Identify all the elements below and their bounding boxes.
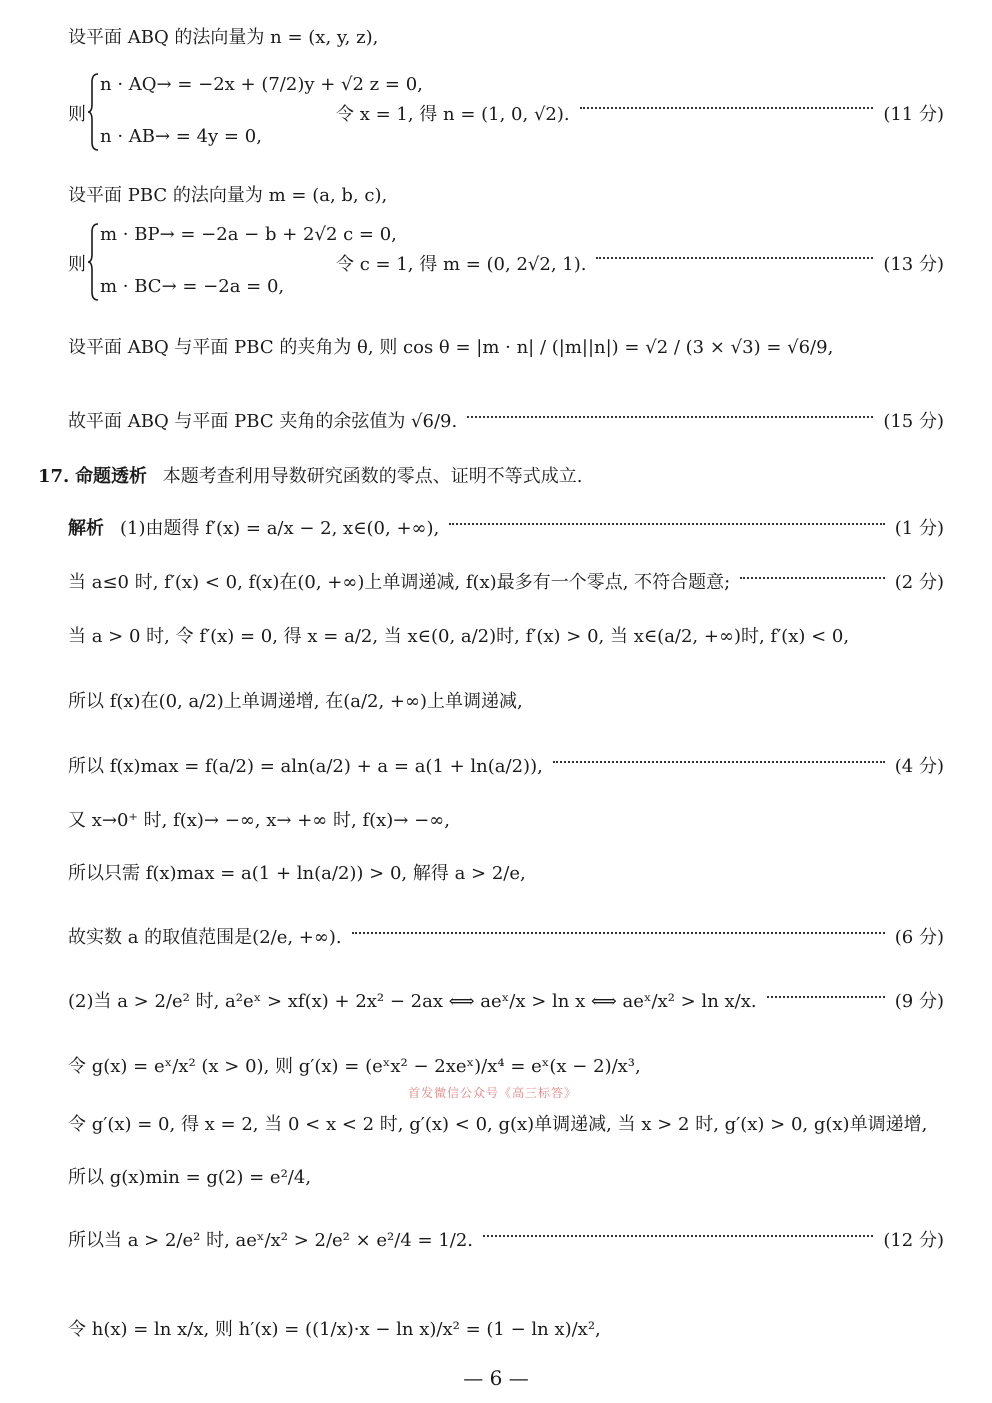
- left-brace-icon: [88, 72, 100, 152]
- line-cosine-result: [68, 410, 944, 434]
- line-define-h: 令 h(x) = ln x/x, 则 h′(x) = ((1/x)·x − ln x)/x² = (1 − ln x)/x²,: [68, 1319, 601, 1340]
- leader-dots: [580, 107, 874, 109]
- result-text: 令 x = 1, 得 n = (1, 0, √2).: [336, 104, 570, 125]
- equation-n-ab: n · AB→ = 4y = 0,: [100, 126, 262, 147]
- question-17-header: [38, 465, 944, 489]
- line-g-min: 所以 g(x)min = g(2) = e²/4,: [68, 1167, 312, 1188]
- line-body: (2)当 a > 2/e² 时, a²eˣ > xf(x) + 2x² − 2ax ⟺ aeˣ/x > ln x ⟺ aeˣ/x² > ln x/x.: [68, 991, 757, 1012]
- line-condition: 所以只需 f(x)max = a(1 + ln(a/2)) > 0, 解得 a > 2/e,: [68, 863, 526, 884]
- score-label: (12 分): [883, 1230, 944, 1251]
- equation-m-bc: m · BC→ = −2a = 0,: [100, 276, 285, 297]
- watermark: 首发微信公众号《高三标答》: [408, 1086, 578, 1100]
- line-normal-vector-pbc: 设平面 PBC 的法向量为 m = (a, b, c),: [68, 185, 388, 206]
- line-body: 当 a≤0 时, f′(x) < 0, f(x)在(0, +∞)上单调递减, f(x)最多有一个零点, 不符合题意;: [68, 572, 731, 593]
- line-limits: 又 x→0⁺ 时, f(x)→ −∞, x→ +∞ 时, f(x)→ −∞,: [68, 810, 450, 831]
- line-body: 所以当 a > 2/e² 时, aeˣ/x² > 2/e² × e²/4 = 1/2.: [68, 1230, 474, 1251]
- line-g-monotonicity: 令 g′(x) = 0, 得 x = 2, 当 0 < x < 2 时, g′(x) < 0, g(x)单调递减, 当 x > 2 时, g′(x) > 0, g(x)单调递增,: [68, 1114, 928, 1135]
- equation-system-m: [68, 222, 944, 302]
- leader-dots: [740, 577, 885, 579]
- system-result-m: [336, 250, 944, 276]
- system-result-n: [336, 100, 944, 126]
- line-cos-theta: 设平面 ABQ 与平面 PBC 的夹角为 θ, 则 cos θ = |m · n| / (|m||n|) = √2 / (3 × √3) = √6/9,: [68, 337, 834, 358]
- score-label: (15 分): [883, 411, 944, 432]
- leader-dots: [767, 996, 885, 998]
- left-brace-icon: [88, 222, 100, 302]
- line-range-of-a: [68, 926, 944, 950]
- leader-dots: [596, 257, 873, 259]
- line-derivative: [68, 517, 944, 541]
- line-max-value: [68, 755, 944, 779]
- line-part-2: [68, 990, 944, 1014]
- system-label: 则: [68, 104, 86, 125]
- score-label: (11 分): [883, 104, 944, 125]
- line-define-g: 令 g(x) = eˣ/x² (x > 0), 则 g′(x) = (eˣx² − 2xeˣ)/x⁴ = eˣ(x − 2)/x³,: [68, 1056, 641, 1077]
- line-body: [68, 517, 439, 541]
- score-label: (9 分): [894, 991, 944, 1012]
- score-label: (1 分): [894, 518, 944, 539]
- leader-dots: [553, 761, 885, 763]
- leader-dots: [467, 416, 873, 418]
- line-case-a-positive: 当 a > 0 时, 令 f′(x) = 0, 得 x = a/2, 当 x∈(0, a/2)时, f′(x) > 0, 当 x∈(a/2, +∞)时, f′(x) < 0,: [68, 626, 850, 647]
- line-inequality-bound: [68, 1229, 944, 1253]
- equation-n-aq: n · AQ→ = −2x + (7/2)y + √2 z = 0,: [100, 74, 423, 95]
- score-label: (13 分): [883, 254, 944, 275]
- result-text: 令 c = 1, 得 m = (0, 2√2, 1).: [336, 254, 587, 275]
- leader-dots: [483, 1235, 873, 1237]
- line-normal-vector-abq: 设平面 ABQ 的法向量为 n = (x, y, z),: [68, 27, 379, 48]
- question-number: 17.: [38, 466, 70, 487]
- score-label: (4 分): [894, 756, 944, 777]
- score-label: (2 分): [894, 572, 944, 593]
- leader-dots: [449, 523, 885, 525]
- page-number: — 6 —: [463, 1366, 529, 1390]
- line-body: 故平面 ABQ 与平面 PBC 夹角的余弦值为 √6/9.: [68, 411, 458, 432]
- equation-system-n: [68, 72, 944, 152]
- system-label: 则: [68, 254, 86, 275]
- line-body: 所以 f(x)max = f(a/2) = aln(a/2) + a = a(1 + ln(a/2)),: [68, 756, 543, 777]
- equation-m-bp: m · BP→ = −2a − b + 2√2 c = 0,: [100, 224, 397, 245]
- line-monotonicity: 所以 f(x)在(0, a/2)上单调递增, 在(a/2, +∞)上单调递减,: [68, 691, 523, 712]
- analysis-label: 命题透析: [75, 466, 148, 487]
- line-body: 故实数 a 的取值范围是(2/e, +∞).: [68, 927, 342, 948]
- leader-dots: [352, 932, 885, 934]
- analysis-text: 本题考查利用导数研究函数的零点、证明不等式成立.: [162, 466, 583, 487]
- derivative-text: (1)由题得 f′(x) = a/x − 2, x∈(0, +∞),: [120, 518, 440, 539]
- score-label: (6 分): [894, 927, 944, 948]
- solution-label: 解析: [68, 518, 104, 539]
- line-case-a-nonpositive: [68, 571, 944, 595]
